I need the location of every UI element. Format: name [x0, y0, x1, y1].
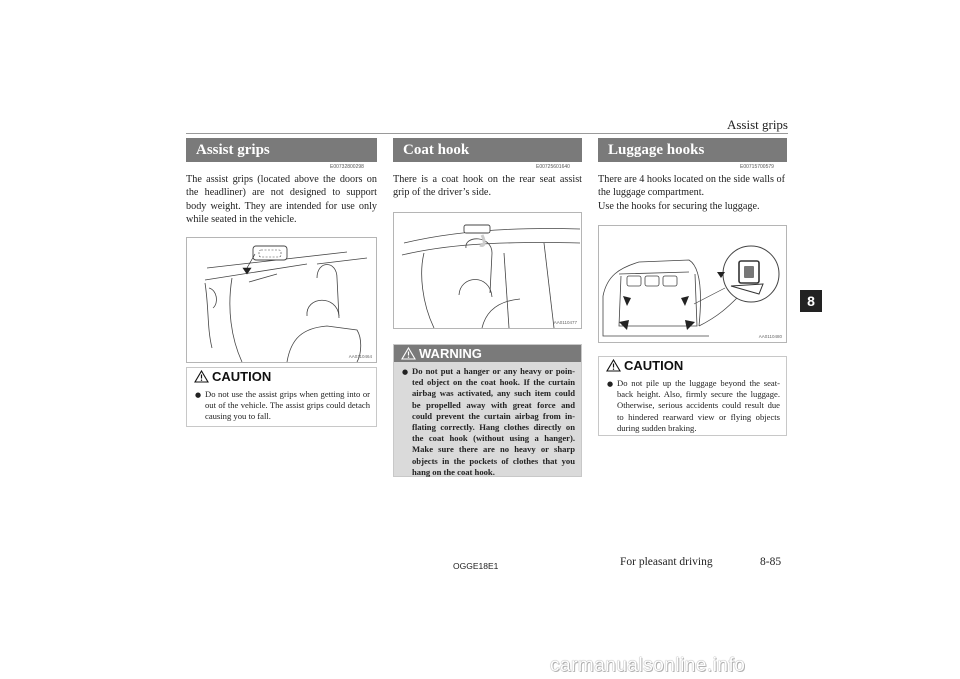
figure-code: AA0110464 [348, 354, 372, 359]
section-code: E00725601640 [536, 164, 570, 170]
footer-section: For pleasant driving [620, 556, 713, 568]
warning-label: WARNING [419, 346, 482, 361]
section-code: E00715700579 [740, 164, 774, 170]
caution-item [187, 385, 376, 423]
section-body-coat-hook: There is a coat hook on the rear seat assist grip of the driver’s side. [393, 174, 582, 199]
figure-code: AA0110477 [553, 320, 577, 325]
caution-box-assist-grips [186, 367, 377, 427]
section-title-assist-grips: Assist grips [186, 138, 377, 162]
warning-text: Do not put a hanger or any heavy or poin-ted object on the coat hook. If the curtain airbag was activated, any such item could be propelled away with great force and could prevent the curtain airbag from in-flating correctly. Hang clothes directly on the coat hook (without using a hanger). Make sure there are no heavy or sharp objects in the pockets of clothes that you hang on the coat hook. [412, 366, 575, 477]
section-code: E00732800298 [330, 164, 364, 170]
assist-grip-illustration [187, 238, 376, 362]
caution-heading [187, 368, 376, 385]
chapter-tab: 8 [800, 290, 822, 312]
section-body-luggage-hooks: There are 4 hooks located on the side walls of the luggage compartment. Use the hooks for securing the luggage. [598, 174, 785, 212]
warning-triangle-icon [401, 347, 416, 360]
caution-label: CAUTION [212, 369, 272, 384]
warning-box-coat-hook [393, 344, 582, 477]
section-title-coat-hook: Coat hook [393, 138, 582, 162]
header-rule [186, 133, 788, 134]
coat-hook-illustration [394, 213, 581, 328]
section-body-assist-grips: The assist grips (located above the doors on the headliner) are not designed to support body weight. They are intended for use only while seated in the vehicle. [186, 174, 377, 226]
warning-triangle-icon [606, 359, 621, 372]
caution-label: CAUTION [624, 358, 684, 373]
caution-text: Do not pile up the luggage beyond the seat-back height. Also, firmly secure the luggage. Otherwise, serious accidents could result due to hindered rearward view or flying objects during sudden braking. [617, 378, 780, 433]
watermark: carmanualsonline.info [550, 655, 746, 676]
warning-item [394, 362, 581, 478]
caution-heading [599, 357, 786, 374]
figure-assist-grips [186, 237, 377, 363]
caution-box-luggage-hooks [598, 356, 787, 436]
page-header-title: Assist grips [726, 117, 788, 132]
figure-coat-hook [393, 212, 582, 329]
caution-text: Do not use the assist grips when getting into or out of the vehicle. The assist grips could detach causing you to fall. [205, 389, 370, 422]
figure-code: AA0110480 [758, 334, 782, 339]
warning-heading [394, 345, 581, 362]
warning-triangle-icon [194, 370, 209, 383]
section-title-luggage-hooks: Luggage hooks [598, 138, 787, 162]
footer-page-number: 8-85 [760, 556, 782, 568]
bullet-dot-icon: ● [607, 380, 614, 388]
luggage-hooks-illustration [599, 226, 786, 342]
caution-item [599, 374, 786, 434]
bullet-dot-icon: ● [195, 391, 202, 399]
bullet-dot-icon: ● [402, 368, 409, 376]
footer-code: OGGE18E1 [453, 561, 499, 571]
figure-luggage-hooks [598, 225, 787, 343]
